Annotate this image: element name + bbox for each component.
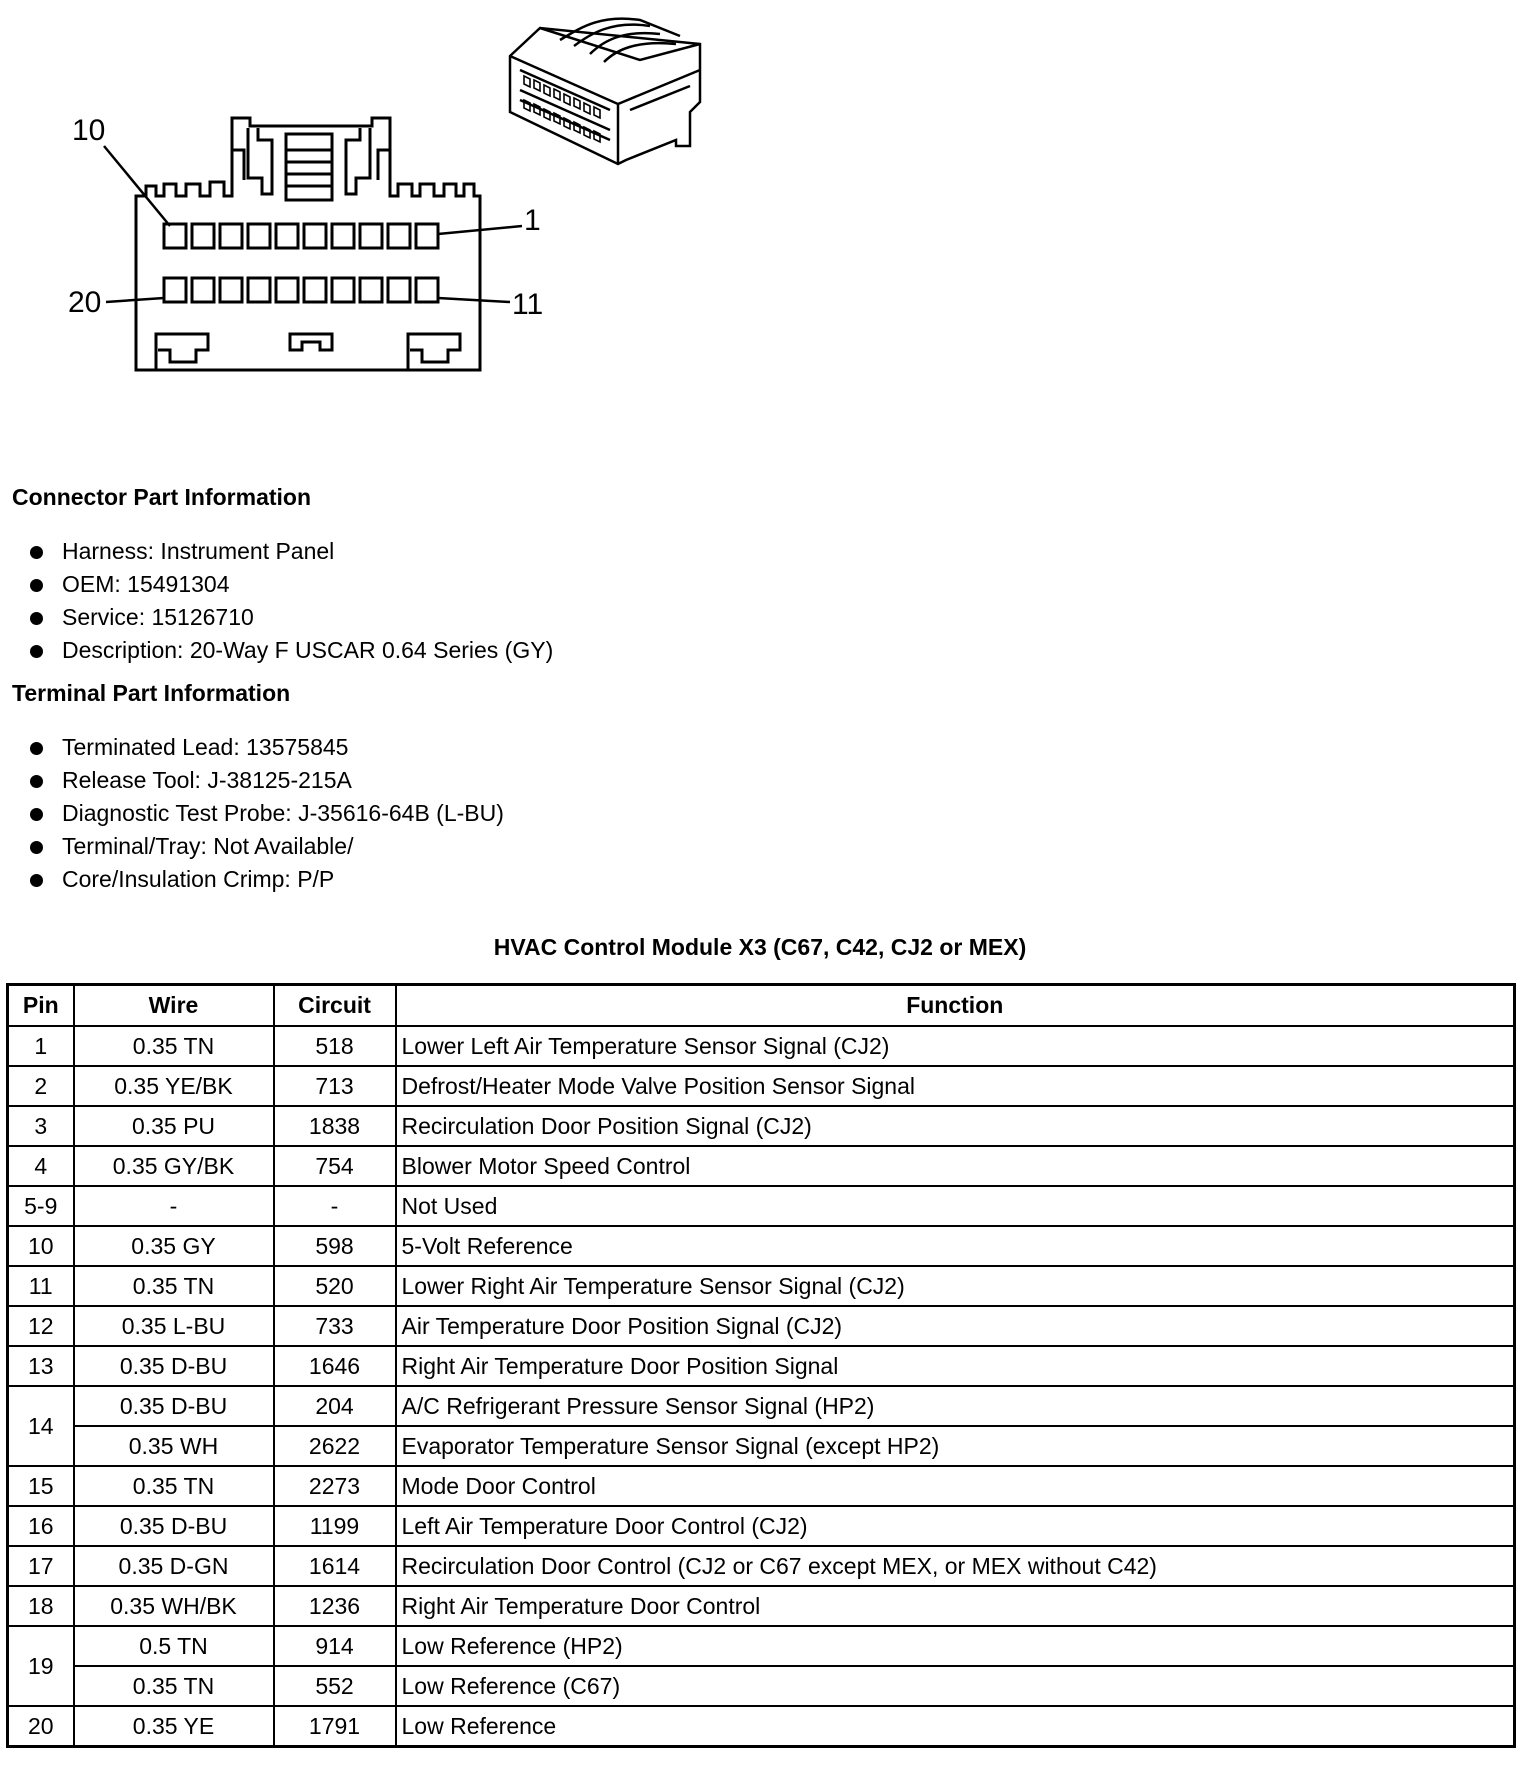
cell-wire: 0.35 TN [74,1666,274,1706]
cell-pin: 10 [8,1226,74,1266]
cell-pin: 12 [8,1306,74,1346]
cell-circuit: 1791 [274,1706,396,1747]
table-row [8,1346,1515,1386]
table-header-row [8,985,1515,1027]
pin-cavities-row-1 [164,224,438,248]
list-item: Harness: Instrument Panel [30,535,553,568]
list-item: Description: 20-Way F USCAR 0.64 Series (GY) [30,634,553,667]
table-row [8,1106,1515,1146]
cell-pin: 15 [8,1466,74,1506]
cell-function: Air Temperature Door Position Signal (CJ2) [396,1306,1515,1346]
table-row [8,1506,1515,1546]
cell-wire: - [74,1186,274,1226]
pin-label-1: 1 [524,204,541,237]
connector-info-heading: Connector Part Information [12,484,312,510]
connector-3d-illustration [510,19,700,164]
table-row [8,1466,1515,1506]
cell-wire: 0.35 GY/BK [74,1146,274,1186]
terminal-info-list [30,731,504,896]
cell-pin: 17 [8,1546,74,1586]
cell-function: Evaporator Temperature Sensor Signal (except HP2) [396,1426,1515,1466]
cell-pin: 5-9 [8,1186,74,1226]
cell-wire: 0.35 GY [74,1226,274,1266]
table-row [8,1546,1515,1586]
cell-pin: 3 [8,1106,74,1146]
cell-circuit: 520 [274,1266,396,1306]
table-row [8,1186,1515,1226]
cell-wire: 0.35 D-GN [74,1546,274,1586]
cell-circuit: 713 [274,1066,396,1106]
cell-circuit: 914 [274,1626,396,1666]
table-row [8,1386,1515,1426]
cell-function: Mode Door Control [396,1466,1515,1506]
list-item: Diagnostic Test Probe: J-35616-64B (L-BU) [30,797,504,830]
list-item: Terminated Lead: 13575845 [30,731,504,764]
cell-pin: 20 [8,1706,74,1747]
header-function: Function [396,985,1515,1027]
list-item: OEM: 15491304 [30,568,553,601]
center-latch [286,134,332,200]
cell-wire: 0.35 YE [74,1706,274,1747]
list-item: Release Tool: J-38125-215A [30,764,504,797]
cell-wire: 0.35 WH [74,1426,274,1466]
cell-function: Low Reference (HP2) [396,1626,1515,1666]
cell-wire: 0.35 WH/BK [74,1586,274,1626]
header-pin: Pin [8,985,74,1027]
list-item: Service: 15126710 [30,601,553,634]
cell-circuit: 518 [274,1026,396,1066]
connector-info-list [30,535,553,667]
table-row [8,1266,1515,1306]
cell-wire: 0.35 TN [74,1026,274,1066]
pin-label-10: 10 [72,114,106,147]
cell-pin: 16 [8,1506,74,1546]
cell-function: Defrost/Heater Mode Valve Position Sensor Signal [396,1066,1515,1106]
list-item: Core/Insulation Crimp: P/P [30,863,504,896]
cell-function: Left Air Temperature Door Control (CJ2) [396,1506,1515,1546]
table-row [8,1146,1515,1186]
cell-pin: 18 [8,1586,74,1626]
cell-circuit: 1199 [274,1506,396,1546]
cell-wire: 0.35 TN [74,1466,274,1506]
pin-label-20: 20 [68,286,102,319]
cell-circuit: 1838 [274,1106,396,1146]
cell-circuit: - [274,1186,396,1226]
cell-circuit: 2273 [274,1466,396,1506]
cell-circuit: 1614 [274,1546,396,1586]
cell-pin: 1 [8,1026,74,1066]
table-row [8,1066,1515,1106]
table-title: HVAC Control Module X3 (C67, C42, CJ2 or MEX) [493,934,1027,960]
pin-cavities-row-2 [164,278,438,302]
cell-circuit: 1646 [274,1346,396,1386]
cell-circuit: 552 [274,1666,396,1706]
cell-function: Recirculation Door Control (CJ2 or C67 except MEX, or MEX without C42) [396,1546,1515,1586]
terminal-info-heading: Terminal Part Information [12,680,291,706]
list-item: Terminal/Tray: Not Available/ [30,830,504,863]
cell-wire: 0.35 D-BU [74,1346,274,1386]
table-row [8,1706,1515,1747]
table-row [8,1666,1515,1706]
cell-pin: 19 [8,1626,74,1706]
cell-pin: 14 [8,1386,74,1466]
cell-wire: 0.35 D-BU [74,1506,274,1546]
table-row [8,1306,1515,1346]
cell-function: Low Reference (C67) [396,1666,1515,1706]
cell-function: Low Reference [396,1706,1515,1747]
cell-circuit: 733 [274,1306,396,1346]
cell-pin: 4 [8,1146,74,1186]
cell-wire: 0.35 TN [74,1266,274,1306]
cell-wire: 0.35 PU [74,1106,274,1146]
cell-function: Right Air Temperature Door Position Signal [396,1346,1515,1386]
cell-wire: 0.35 YE/BK [74,1066,274,1106]
cell-function: Lower Right Air Temperature Sensor Signal (CJ2) [396,1266,1515,1306]
table-row [8,1226,1515,1266]
cell-function: Right Air Temperature Door Control [396,1586,1515,1626]
cell-circuit: 754 [274,1146,396,1186]
connector-diagram [0,0,760,390]
cell-function: Blower Motor Speed Control [396,1146,1515,1186]
cell-circuit: 598 [274,1226,396,1266]
cell-function: Recirculation Door Position Signal (CJ2) [396,1106,1515,1146]
cell-circuit: 204 [274,1386,396,1426]
pinout-table [6,983,1516,1748]
cell-wire: 0.35 D-BU [74,1386,274,1426]
table-row [8,1426,1515,1466]
pin-label-11: 11 [512,288,544,321]
cell-function: 5-Volt Reference [396,1226,1515,1266]
cell-function: Not Used [396,1186,1515,1226]
table-row [8,1026,1515,1066]
cell-pin: 2 [8,1066,74,1106]
header-circuit: Circuit [274,985,396,1027]
cell-wire: 0.35 L-BU [74,1306,274,1346]
cell-function: Lower Left Air Temperature Sensor Signal (CJ2) [396,1026,1515,1066]
cell-wire: 0.5 TN [74,1626,274,1666]
header-wire: Wire [74,985,274,1027]
cell-circuit: 2622 [274,1426,396,1466]
cell-pin: 11 [8,1266,74,1306]
cell-circuit: 1236 [274,1586,396,1626]
cell-function: A/C Refrigerant Pressure Sensor Signal (HP2) [396,1386,1515,1426]
table-body [8,1026,1515,1747]
table-row [8,1586,1515,1626]
table-row [8,1626,1515,1666]
cell-pin: 13 [8,1346,74,1386]
